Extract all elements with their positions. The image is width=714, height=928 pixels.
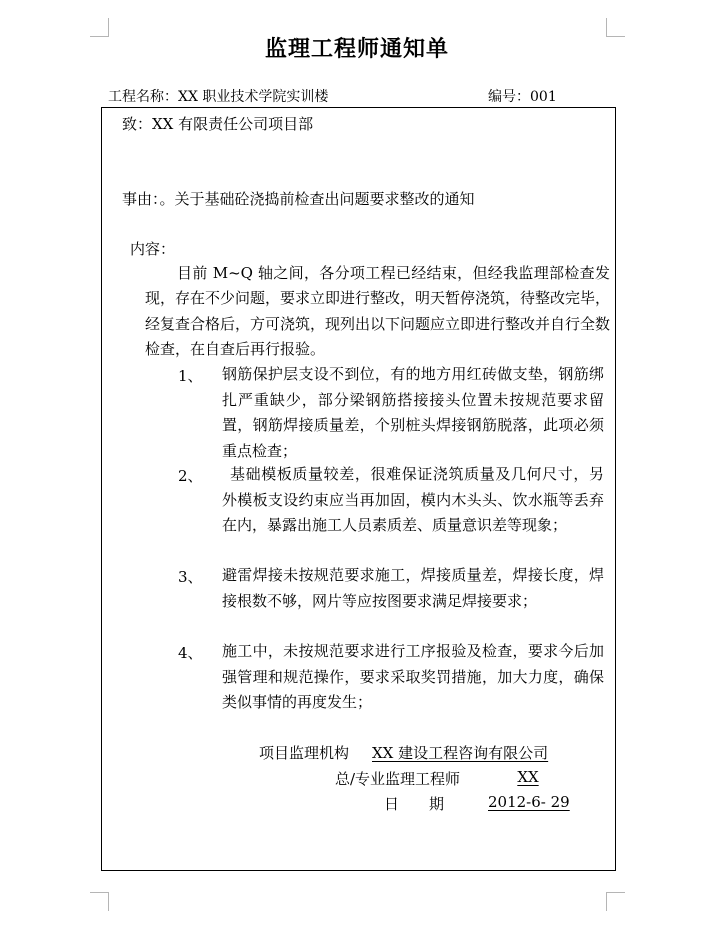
signature-date-value: 2012-6- 29 (488, 793, 570, 811)
project-name: XX 职业技术学院实训楼 (178, 89, 329, 105)
signature-engineer-value: XX (517, 768, 539, 786)
crop-mark-bottom-right (606, 892, 625, 911)
project-label: 工程名称： (108, 89, 178, 105)
number-value: 001 (530, 89, 557, 105)
item-2-text: 基础模板质量较差，很难保证浇筑质量及几何尺寸，另外模板支设约束应当再加固，模内木头头、饮水瓶等丢弃在内，暴露出施工人员素质差、质量意识差等现象； (222, 465, 604, 535)
item-2-number: 2、 (178, 467, 203, 485)
item-1-number: 1、 (178, 367, 203, 385)
number-label: 编号： (488, 89, 530, 105)
item-3-text: 避雷焊接未按规范要求施工，焊接质量差，焊接长度，焊接根数不够，网片等应按图要求满足焊接要求； (222, 566, 604, 610)
crop-mark-bottom-left (90, 892, 109, 911)
signature-org-value: XX 建设工程咨询有限公司 (372, 744, 549, 762)
document-title: 监理工程师通知单 (264, 36, 449, 62)
subject-line: 事由：。关于基础砼浇捣前检查出问题要求整改的通知 (122, 190, 475, 208)
project-name-row (108, 86, 328, 106)
intro-paragraph: 目前 M~Q 轴之间，各分项工程已经结束，但经我监理部检查发现，存在不少问题，要求立即进行整改，明天暂停浇筑，待整改完毕，经复查合格后，方可浇筑，现列出以下问题应立即进行整改并自行全数检查，在自查后再行报验。 (145, 264, 611, 358)
item-4-number: 4、 (178, 644, 203, 662)
signature-org-label: 项目监理机构 (259, 744, 350, 762)
content-label: 内容： (130, 240, 176, 258)
number-row (488, 86, 557, 106)
item-4-text: 施工中，未按规范要求进行工序报验及检查，要求今后加强管理和规范操作，要求采取奖罚措施，加大力度，确保类似事情的再度发生； (222, 642, 604, 712)
signature-engineer-label: 总/专业监理工程师 (335, 770, 461, 788)
signature-date-label: 日 期 (384, 795, 445, 813)
recipient-line: 致：XX 有限责任公司项目部 (122, 115, 314, 133)
item-1-text: 钢筋保护层支设不到位，有的地方用红砖做支垫，钢筋绑扎严重缺少，部分梁钢筋搭接接头位置未按规范要求留置，钢筋焊接质量差，个别桩头焊接钢筋脱落，此项必须重点检查； (222, 365, 604, 460)
item-3-number: 3、 (178, 568, 203, 586)
